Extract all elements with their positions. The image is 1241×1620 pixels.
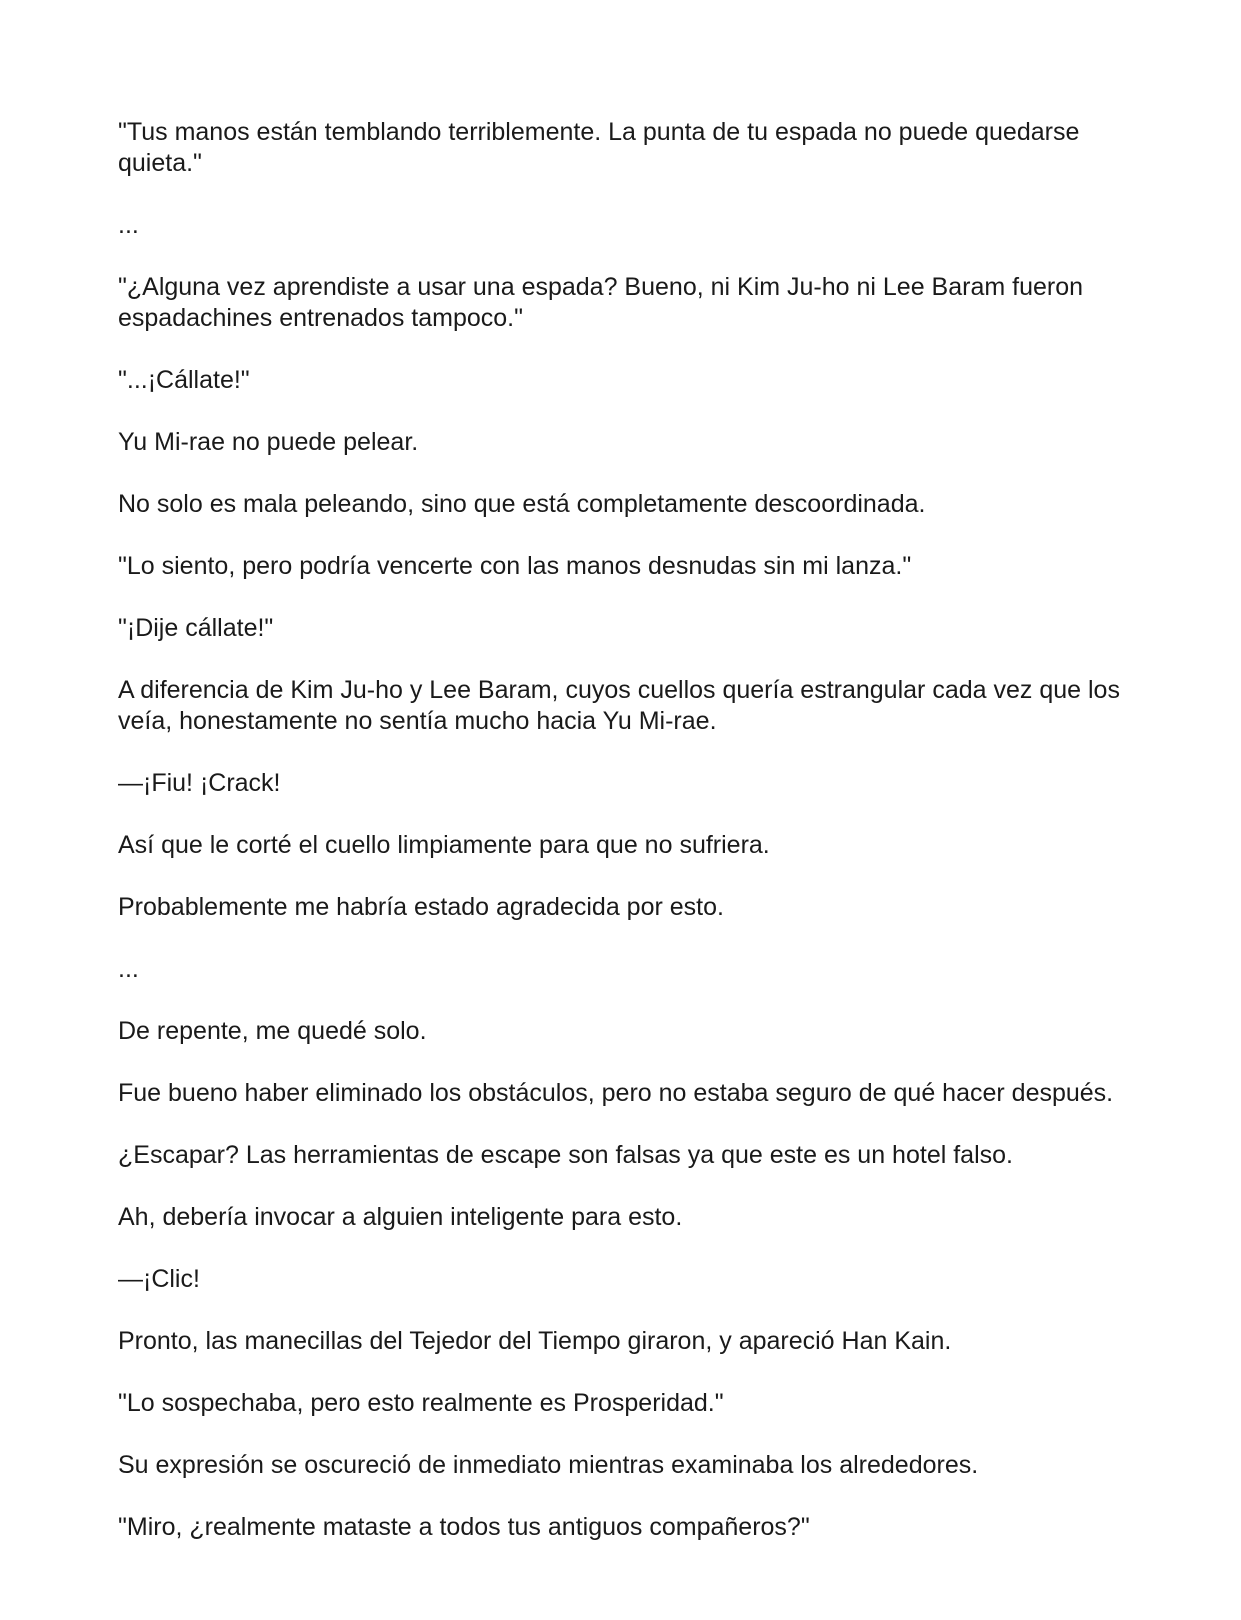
paragraph: "Miro, ¿realmente mataste a todos tus antiguos compañeros?" bbox=[118, 1513, 810, 1541]
paragraph: Ah, debería invocar a alguien inteligente para esto. bbox=[118, 1203, 683, 1231]
paragraph: "Lo sospechaba, pero esto realmente es Prosperidad." bbox=[118, 1389, 724, 1417]
paragraph: "...¡Cállate!" bbox=[118, 366, 250, 394]
paragraph: —¡Clic! bbox=[118, 1265, 200, 1293]
paragraph: ... bbox=[118, 211, 139, 239]
paragraph: De repente, me quedé solo. bbox=[118, 1017, 427, 1045]
paragraph: —¡Fiu! ¡Crack! bbox=[118, 769, 281, 797]
paragraph: Su expresión se oscureció de inmediato mientras examinaba los alrededores. bbox=[118, 1451, 979, 1479]
paragraph: Fue bueno haber eliminado los obstáculos, pero no estaba seguro de qué hacer después. bbox=[118, 1079, 1114, 1107]
paragraph: "¿Alguna vez aprendiste a usar una espada? Bueno, ni Kim Ju-ho ni Lee Baram fueron espadachines entrenados tampoco." bbox=[118, 273, 1084, 332]
paragraph: ... bbox=[118, 955, 139, 983]
paragraph: "Tus manos están temblando terriblemente. La punta de tu espada no puede quedarse quieta." bbox=[118, 118, 1080, 177]
paragraph: Probablemente me habría estado agradecida por esto. bbox=[118, 893, 724, 921]
paragraph: Pronto, las manecillas del Tejedor del Tiempo giraron, y apareció Han Kain. bbox=[118, 1327, 952, 1355]
paragraph: Así que le corté el cuello limpiamente para que no sufriera. bbox=[118, 831, 770, 859]
paragraph: A diferencia de Kim Ju-ho y Lee Baram, cuyos cuellos quería estrangular cada vez que los veía, honestamente no sentía mucho hacia Yu Mi-rae. bbox=[118, 676, 1120, 735]
paragraph: "Lo siento, pero podría vencerte con las manos desnudas sin mi lanza." bbox=[118, 552, 912, 580]
paragraph: ¿Escapar? Las herramientas de escape son falsas ya que este es un hotel falso. bbox=[118, 1141, 1013, 1169]
paragraph: Yu Mi-rae no puede pelear. bbox=[118, 428, 419, 456]
paragraph: No solo es mala peleando, sino que está completamente descoordinada. bbox=[118, 490, 926, 518]
document-body bbox=[118, 117, 1128, 1574]
paragraph: "¡Dije cállate!" bbox=[118, 614, 274, 642]
